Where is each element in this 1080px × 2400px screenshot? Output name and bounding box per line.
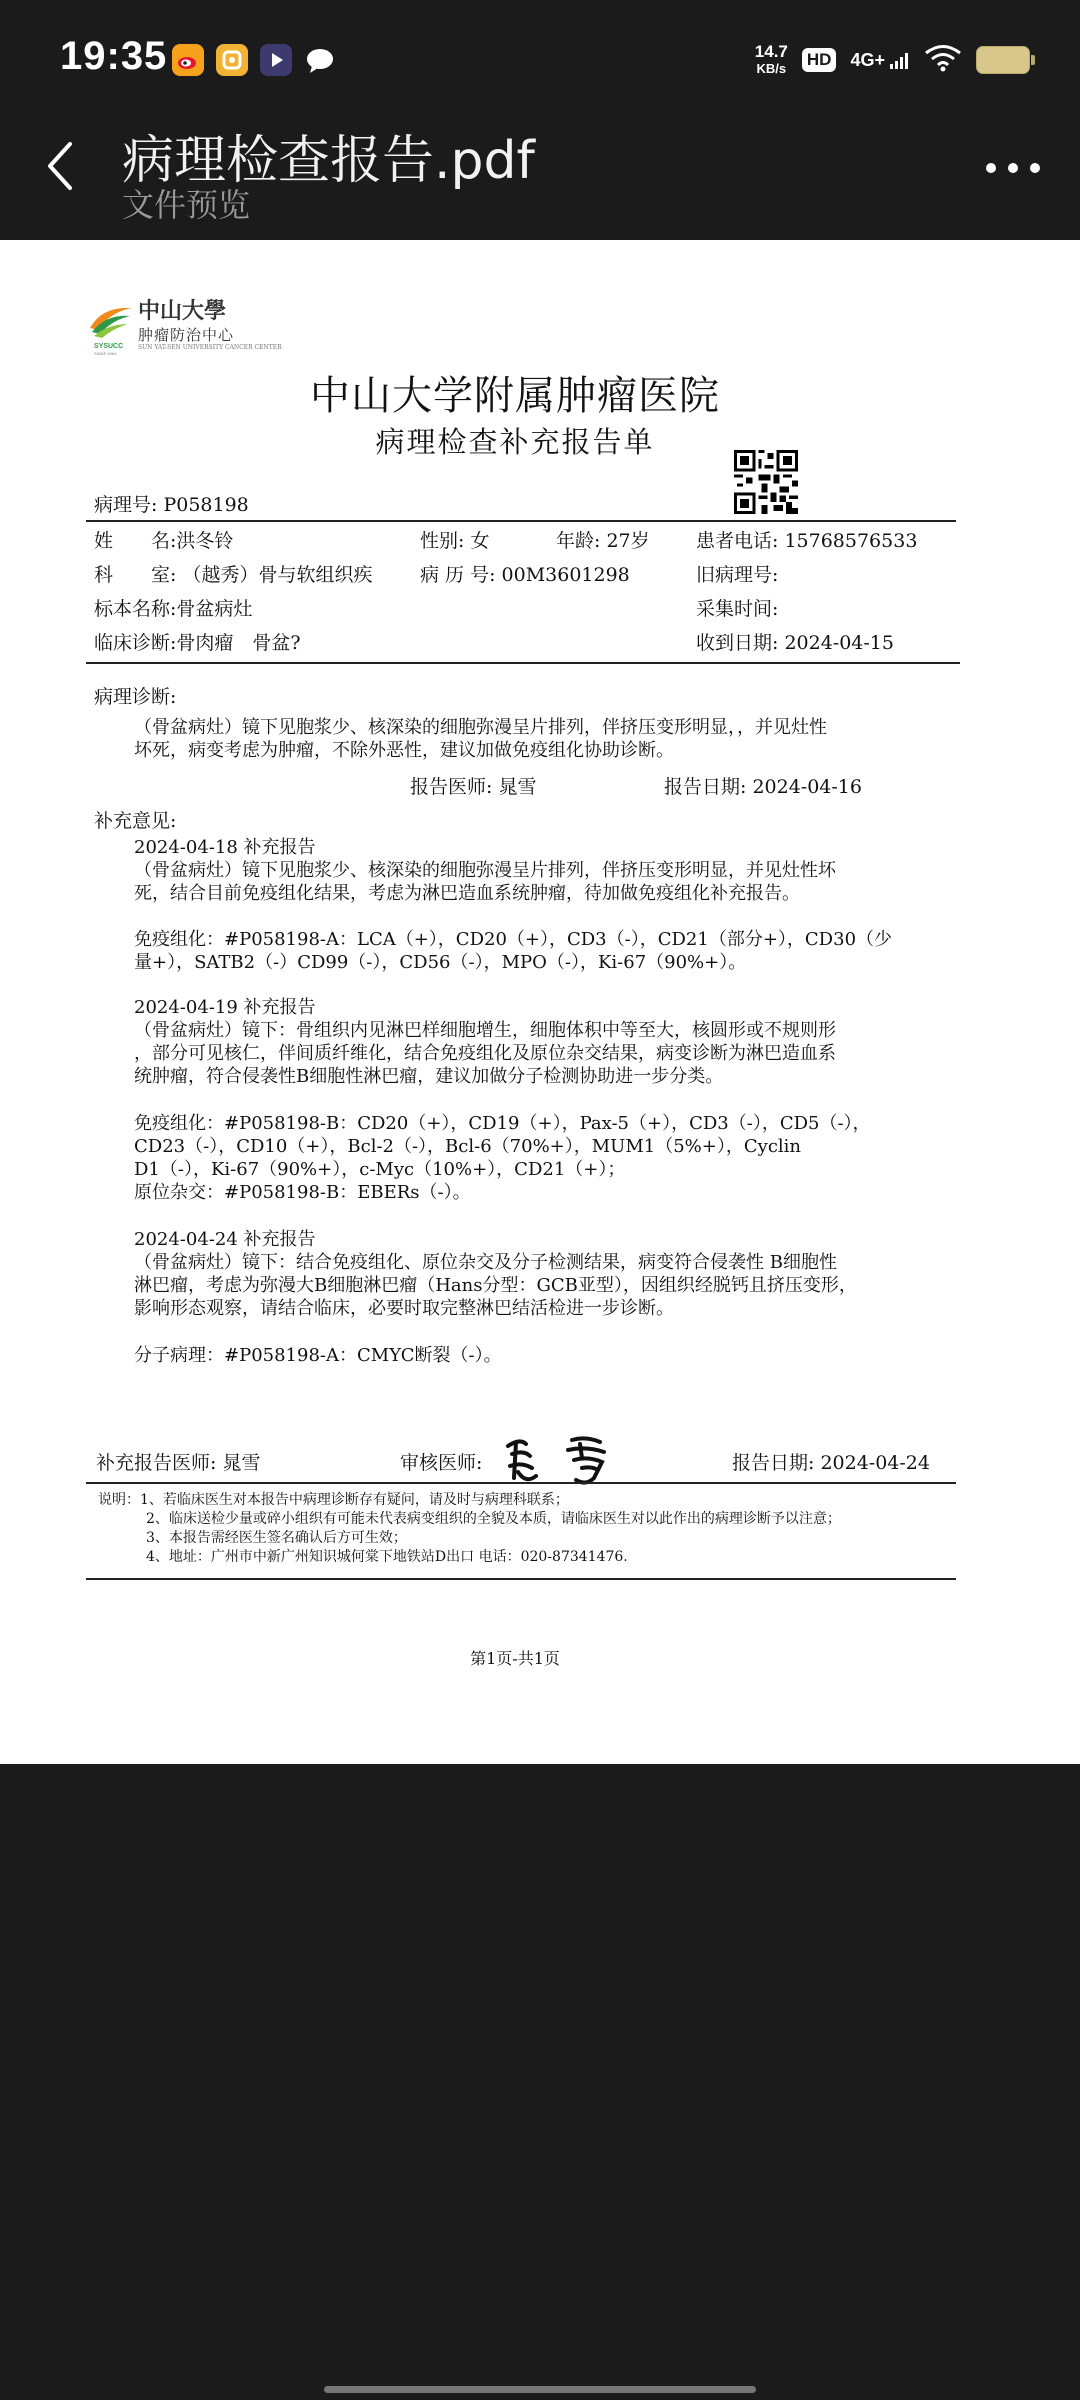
hd-badge: HD xyxy=(802,48,837,72)
diagnosis-label: 病理诊断: xyxy=(94,686,177,708)
supplement-2-line: （骨盆病灶）镜下：骨组织内见淋巴样细胞增生，细胞体积中等至大，核圆形或不规则形 xyxy=(134,1020,836,1041)
supplement-date: 报告日期: 2024-04-24 xyxy=(732,1452,930,1474)
title-bar xyxy=(0,118,1080,240)
supplement-2-line: 统肿瘤，符合侵袭性B细胞性淋巴瘤，建议加做分子检测协助进一步分类。 xyxy=(134,1066,724,1087)
chat-icon xyxy=(304,44,336,76)
patient-gender: 性别: 女 xyxy=(420,530,490,552)
supplement-3-line: （骨盆病灶）镜下：结合免疫组化、原位杂交及分子检测结果，病变符合侵袭性 B细胞性 xyxy=(134,1252,837,1273)
supplement-1-heading: 2024-04-18 补充报告 xyxy=(134,837,316,858)
status-bar xyxy=(0,0,1080,118)
logo-subtitle: 肿瘤防治中心 xyxy=(138,326,235,344)
supplement-2-ihc: CD23（-），CD10（+），Bcl-2（-），Bcl-6（70%+），MUM1（5%+），Cyclin xyxy=(134,1136,802,1157)
logo-english: SUN YAT-SEN UNIVERSITY CANCER CENTER xyxy=(138,344,282,351)
supplement-1-line: （骨盆病灶）镜下见胞浆少、核深染的细胞弥漫呈片排列，伴挤压变形明显，并见灶性坏 xyxy=(134,860,836,881)
diagnosis-line: 坏死，病变考虑为肿瘤，不除外恶性，建议加做免疫组化协助诊断。 xyxy=(134,740,674,761)
old-pathology-number: 旧病理号: xyxy=(696,564,779,586)
status-right xyxy=(755,40,1030,80)
department: 科 室: （越秀）骨与软组织疾 xyxy=(94,564,373,586)
more-options-button[interactable] xyxy=(986,158,1046,178)
supplement-3-line: 影响形态观察，请结合临床，必要时取完整淋巴结活检进一步诊断。 xyxy=(134,1298,674,1319)
clinical-diagnosis: 临床诊断:骨肉瘤 骨盆? xyxy=(94,632,301,654)
supplement-1-ihc: 量+），SATB2（-）CD99（-），CD56（-），MPO（-），Ki-67（90%+）。 xyxy=(134,952,747,973)
status-time: 19:35 xyxy=(60,34,168,78)
specimen-name: 标本名称:骨盆病灶 xyxy=(94,598,253,620)
weibo-icon xyxy=(172,44,204,76)
app-icon xyxy=(216,44,248,76)
more-dot-icon xyxy=(986,163,996,173)
note-line: 说明：1、若临床医生对本报告中病理诊断存有疑问，请及时与病理科联系； xyxy=(98,1492,569,1508)
svg-text:SINCE 1964: SINCE 1964 xyxy=(94,351,117,356)
supplement-1-line: 死，结合目前免疫组化结果，考虑为淋巴造血系统肿瘤，待加做免疫组化补充报告。 xyxy=(134,883,800,904)
page-indicator: 第1页-共1页 xyxy=(470,1649,560,1668)
report-date: 报告日期: 2024-04-16 xyxy=(664,776,862,798)
note-line: 3、本报告需经医生签名确认后方可生效； xyxy=(146,1530,407,1546)
collect-time: 采集时间: xyxy=(696,598,779,620)
received-date: 收到日期: 2024-04-15 xyxy=(696,632,894,654)
divider xyxy=(86,1482,956,1484)
supplement-3-line: 淋巴瘤，考虑为弥漫大B细胞淋巴瘤（Hans分型：GCB亚型），因组织经脱钙且挤压变形， xyxy=(134,1275,857,1296)
battery-icon xyxy=(976,46,1030,74)
pathology-number: 病理号: P058198 xyxy=(94,494,249,516)
patient-name: 姓 名:洪冬铃 xyxy=(94,530,234,552)
more-dot-icon xyxy=(1030,163,1040,173)
patient-age: 年龄: 27岁 xyxy=(556,530,650,552)
chevron-left-icon xyxy=(40,136,80,196)
home-indicator[interactable] xyxy=(324,2386,756,2393)
signal-label: 4G+ xyxy=(850,49,885,70)
reviewer-label: 审核医师: xyxy=(400,1452,483,1474)
svg-text:SYSUCC: SYSUCC xyxy=(94,343,124,350)
supplement-doctor: 补充报告医师: 晁雪 xyxy=(96,1452,261,1474)
pdf-page[interactable] xyxy=(0,240,1080,1764)
net-speed-unit: KB/s xyxy=(756,61,787,76)
supplement-2-ihc: D1（-），Ki-67（90%+），c-Myc（10%+），CD21（+）； xyxy=(134,1159,626,1180)
file-subtitle: 文件预览 xyxy=(122,186,251,224)
supplement-2-line: ，部分可见核仁，伴间质纤维化，结合免疫组化及原位杂交结果，病变诊断为淋巴造血系 xyxy=(134,1043,836,1064)
note-line: 4、地址：广州市中新广州知识城何棠下地铁站D出口 电话：020-87341476. xyxy=(146,1549,628,1565)
signal-icon xyxy=(850,50,910,71)
hospital-name: 中山大学附属肿瘤医院 xyxy=(310,373,720,419)
supplement-1-ihc: 免疫组化：#P058198-A：LCA（+），CD20（+），CD3（-），CD21（部分+），CD30（少 xyxy=(134,929,893,950)
divider xyxy=(86,1578,956,1580)
video-icon xyxy=(260,44,292,76)
supplement-2-ihc: 免疫组化：#P058198-B：CD20（+），CD19（+），Pax-5（+），CD3（-），CD5（-）， xyxy=(134,1113,871,1134)
divider xyxy=(86,662,960,664)
report-title: 病理检查补充报告单 xyxy=(375,425,655,459)
qr-code-icon xyxy=(734,450,798,514)
logo-name: 中山大學 xyxy=(138,298,227,324)
report-doctor: 报告医师: 晁雪 xyxy=(410,776,537,798)
diagnosis-line: （骨盆病灶）镜下见胞浆少、核深染的细胞弥漫呈片排列，伴挤压变形明显，，并见灶性 xyxy=(134,717,827,738)
molecular-pathology: 分子病理：#P058198-A：CMYC断裂（-）。 xyxy=(134,1345,502,1366)
back-button[interactable] xyxy=(40,136,80,196)
net-speed-value: 14.7 xyxy=(754,42,788,61)
supplement-3-heading: 2024-04-24 补充报告 xyxy=(134,1229,316,1250)
wifi-icon xyxy=(924,44,962,76)
supplement-label: 补充意见: xyxy=(94,810,177,832)
supplement-2-heading: 2024-04-19 补充报告 xyxy=(134,997,316,1018)
net-speed xyxy=(755,43,788,77)
record-number: 病 历 号: 00M3601298 xyxy=(420,564,630,586)
file-title: 病理检查报告.pdf xyxy=(122,131,535,191)
more-dot-icon xyxy=(1008,163,1018,173)
note-line: 2、临床送检少量或碎小组织有可能未代表病变组织的全貌及本质，请临床医生对以此作出的病理诊断予以注意； xyxy=(146,1511,841,1527)
divider xyxy=(86,520,956,522)
supplement-2-ish: 原位杂交：#P058198-B：EBERs（-）。 xyxy=(134,1182,471,1203)
patient-phone: 患者电话: 15768576533 xyxy=(696,530,918,552)
